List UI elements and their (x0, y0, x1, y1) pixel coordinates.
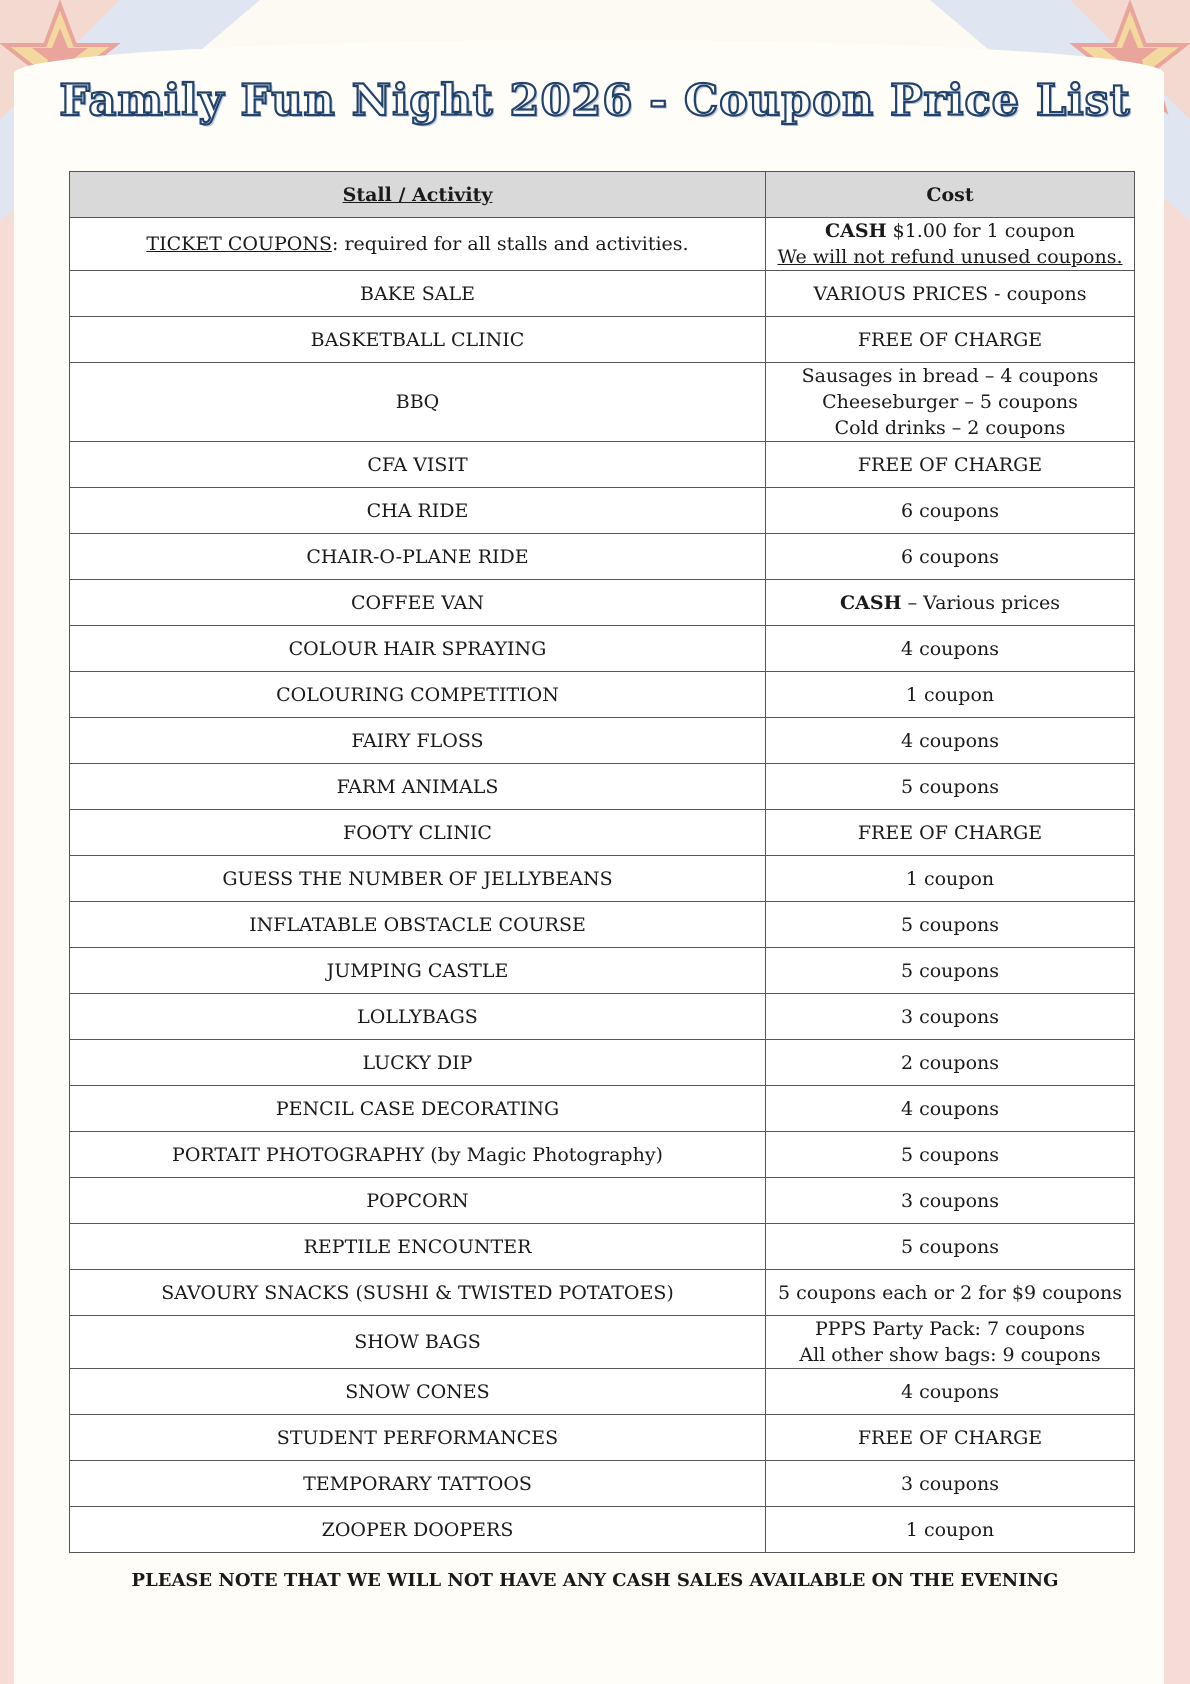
cost-cell (766, 1040, 1135, 1086)
cost-line: 1 coupon (905, 867, 995, 890)
cost-cell (766, 1507, 1135, 1553)
table-header-row (70, 172, 1135, 218)
cost-cell (766, 1132, 1135, 1178)
cost-line: 4 coupons (900, 637, 1000, 660)
cost-line: FREE OF CHARGE (857, 328, 1043, 351)
stall-cell: BASKETBALL CLINIC (70, 317, 766, 363)
table-row (70, 580, 1135, 626)
stall-cell: PORTAIT PHOTOGRAPHY (by Magic Photography) (70, 1132, 766, 1178)
cost-cell (766, 1415, 1135, 1461)
cost-cell (766, 488, 1135, 534)
stall-cell: COLOUR HAIR SPRAYING (70, 626, 766, 672)
cost-cell (766, 994, 1135, 1040)
cost-cell (766, 856, 1135, 902)
cost-line: 4 coupons (900, 1380, 1000, 1403)
table-row (70, 1178, 1135, 1224)
table-row (70, 1415, 1135, 1461)
cost-line: 5 coupons each or 2 for $9 coupons (778, 1281, 1122, 1304)
ticket-coupons-label: TICKET COUPONS (146, 233, 333, 255)
cost-line: Cold drinks – 2 coupons (834, 417, 1066, 439)
cost-cell (766, 363, 1135, 442)
cost-cell (766, 1086, 1135, 1132)
table-row (70, 626, 1135, 672)
cost-line: VARIOUS PRICES - coupons (813, 282, 1087, 305)
cost-line: 3 coupons (900, 1005, 1000, 1028)
cost-line: Cheeseburger – 5 coupons (822, 391, 1078, 413)
cost-cell (766, 271, 1135, 317)
header-cost: Cost (766, 172, 1135, 218)
cost-cell (766, 1316, 1135, 1369)
table-row (70, 718, 1135, 764)
cost-cell (766, 534, 1135, 580)
cost-cell (766, 1369, 1135, 1415)
table-row (70, 1507, 1135, 1553)
table-row (70, 363, 1135, 442)
cost-line: 5 coupons (900, 775, 1000, 798)
cost-cell (766, 1270, 1135, 1316)
cost-line: 3 coupons (900, 1472, 1000, 1495)
stall-cell: BAKE SALE (70, 271, 766, 317)
cost-line: 5 coupons (900, 959, 1000, 982)
table-row (70, 1270, 1135, 1316)
ticket-coupons-desc: : required for all stalls and activities. (332, 233, 689, 255)
cost-line: 1 coupon (905, 1518, 995, 1541)
cost-line: 4 coupons (900, 729, 1000, 752)
table-row (70, 1040, 1135, 1086)
cost-cell (766, 764, 1135, 810)
stall-cell: STUDENT PERFORMANCES (70, 1415, 766, 1461)
stall-cell: SAVOURY SNACKS (SUSHI & TWISTED POTATOES) (70, 1270, 766, 1316)
cost-cell (766, 718, 1135, 764)
cost-cell (766, 626, 1135, 672)
cost-cell (766, 580, 1135, 626)
cost-line: Sausages in bread – 4 coupons (801, 365, 1099, 387)
stall-cell: SNOW CONES (70, 1369, 766, 1415)
table-row (70, 994, 1135, 1040)
page-title: Family Fun Night 2026 - Coupon Price List (59, 76, 1131, 126)
table-row (70, 1086, 1135, 1132)
table-row (70, 1461, 1135, 1507)
cost-line: FREE OF CHARGE (857, 821, 1043, 844)
table-row (70, 534, 1135, 580)
cash-label: CASH (825, 220, 887, 242)
cost-cell (766, 948, 1135, 994)
cost-line: 3 coupons (900, 1189, 1000, 1212)
ticket-coupons-row (70, 218, 1135, 271)
cost-cell (766, 442, 1135, 488)
cost-cell (766, 1461, 1135, 1507)
table-row (70, 1316, 1135, 1369)
cost-text: – Various prices (901, 591, 1060, 614)
stall-cell: REPTILE ENCOUNTER (70, 1224, 766, 1270)
stall-cell: FOOTY CLINIC (70, 810, 766, 856)
stall-cell: CHAIR-O-PLANE RIDE (70, 534, 766, 580)
cost-cell (766, 902, 1135, 948)
stall-cell: BBQ (70, 363, 766, 442)
stall-cell: INFLATABLE OBSTACLE COURSE (70, 902, 766, 948)
cost-line: 5 coupons (900, 913, 1000, 936)
cost-line: 2 coupons (900, 1051, 1000, 1074)
stall-cell: COFFEE VAN (70, 580, 766, 626)
stall-cell: ZOOPER DOOPERS (70, 1507, 766, 1553)
cost-line: FREE OF CHARGE (857, 1426, 1043, 1449)
table-row (70, 442, 1135, 488)
table-row (70, 317, 1135, 363)
table-row (70, 672, 1135, 718)
table-row (70, 271, 1135, 317)
table-row (70, 810, 1135, 856)
cost-line: 1 coupon (905, 683, 995, 706)
cost-line: FREE OF CHARGE (857, 453, 1043, 476)
header-stall: Stall / Activity (70, 172, 766, 218)
table-row (70, 902, 1135, 948)
table-row (70, 764, 1135, 810)
stall-cell: COLOURING COMPETITION (70, 672, 766, 718)
cost-cell (766, 672, 1135, 718)
stall-cell: TEMPORARY TATTOOS (70, 1461, 766, 1507)
cost-line: 6 coupons (900, 545, 1000, 568)
stall-cell: POPCORN (70, 1178, 766, 1224)
cost-cell (766, 218, 1135, 271)
table-row (70, 1224, 1135, 1270)
stall-cell: LOLLYBAGS (70, 994, 766, 1040)
stall-cell: FAIRY FLOSS (70, 718, 766, 764)
cost-cell (766, 1224, 1135, 1270)
stall-cell: PENCIL CASE DECORATING (70, 1086, 766, 1132)
ticket-price: $1.00 for 1 coupon (886, 220, 1075, 242)
table-row (70, 948, 1135, 994)
cost-line: PPPS Party Pack: 7 coupons (814, 1318, 1086, 1340)
cost-line: 5 coupons (900, 1143, 1000, 1166)
cost-cell (766, 810, 1135, 856)
cost-line: 6 coupons (900, 499, 1000, 522)
table-row (70, 1369, 1135, 1415)
table-row (70, 488, 1135, 534)
cost-line: All other show bags: 9 coupons (799, 1344, 1101, 1366)
table-row (70, 1132, 1135, 1178)
cost-line: 4 coupons (900, 1097, 1000, 1120)
stall-cell: CHA RIDE (70, 488, 766, 534)
cost-line: 5 coupons (900, 1235, 1000, 1258)
stall-cell: LUCKY DIP (70, 1040, 766, 1086)
cash-label: CASH (839, 591, 902, 614)
coupon-price-table (69, 171, 1135, 1553)
table-row (70, 856, 1135, 902)
stall-cell: GUESS THE NUMBER OF JELLYBEANS (70, 856, 766, 902)
stall-cell: FARM ANIMALS (70, 764, 766, 810)
stall-cell: SHOW BAGS (70, 1316, 766, 1369)
footer-note: PLEASE NOTE THAT WE WILL NOT HAVE ANY CASH SALES AVAILABLE ON THE EVENING (131, 1570, 1059, 1591)
refund-note: We will not refund unused coupons. (777, 246, 1123, 268)
stall-cell (70, 218, 766, 271)
stall-cell: CFA VISIT (70, 442, 766, 488)
stall-cell: JUMPING CASTLE (70, 948, 766, 994)
cost-cell (766, 317, 1135, 363)
cost-cell (766, 1178, 1135, 1224)
